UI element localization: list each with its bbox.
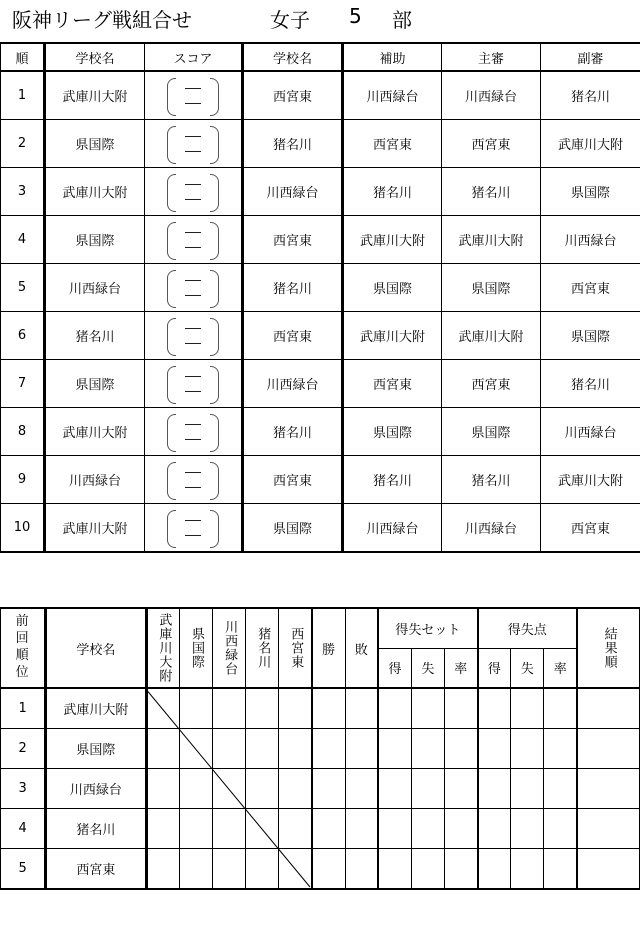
title-part: 部 <box>392 8 412 32</box>
score-dash-bottom <box>185 487 201 488</box>
match-number: 9 <box>1 456 45 504</box>
result-cell <box>179 769 212 809</box>
header-point-gain: 得 <box>478 648 511 688</box>
point-loss-cell <box>511 729 544 769</box>
header-set-group: 得失セット <box>378 608 477 648</box>
header-opponent-5 <box>279 608 312 688</box>
score-dash-top <box>185 376 201 377</box>
standings-row <box>1 688 640 729</box>
result-cell <box>279 809 312 849</box>
schedule-row <box>1 168 640 216</box>
assist-school: 県国際 <box>343 264 442 312</box>
school-b: 西宮東 <box>243 456 343 504</box>
result-cell <box>212 688 245 729</box>
school-b: 西宮東 <box>243 216 343 264</box>
match-number: 7 <box>1 360 45 408</box>
school-name: 武庫川大附 <box>46 688 146 729</box>
result-cell <box>179 849 212 890</box>
score-cell <box>145 312 243 360</box>
score-dash-top <box>185 184 201 185</box>
score-dash-top <box>185 328 201 329</box>
match-number: 8 <box>1 408 45 456</box>
header-school-b: 学校名 <box>243 43 343 71</box>
win-cell <box>312 729 345 769</box>
result-cell <box>146 688 179 729</box>
score-dash-bottom <box>185 343 201 344</box>
header-opponent-2-label: 県国際 <box>189 627 205 669</box>
score-cell <box>145 216 243 264</box>
assist-school: 猪名川 <box>343 168 442 216</box>
header-referee: 主審 <box>442 43 541 71</box>
set-rate-cell <box>444 849 477 890</box>
set-gain-cell <box>378 729 411 769</box>
score-dash-top <box>185 88 201 89</box>
header-result <box>577 608 639 688</box>
score-bracket <box>163 269 223 307</box>
right-bracket-icon <box>210 462 219 500</box>
result-cell <box>279 769 312 809</box>
schedule-row <box>1 312 640 360</box>
final-rank-cell <box>577 769 639 809</box>
score-cell <box>145 504 243 553</box>
set-gain-cell <box>378 688 411 729</box>
result-cell <box>179 809 212 849</box>
schedule-body <box>1 71 640 552</box>
left-bracket-icon <box>167 270 176 308</box>
win-cell <box>312 688 345 729</box>
final-rank-cell <box>577 729 639 769</box>
school-a: 県国際 <box>45 120 145 168</box>
result-cell <box>279 688 312 729</box>
schedule-row <box>1 456 640 504</box>
school-a: 県国際 <box>45 216 145 264</box>
left-bracket-icon <box>167 414 176 452</box>
right-bracket-icon <box>210 78 219 116</box>
standings-body <box>1 688 640 889</box>
assist-school: 武庫川大附 <box>343 312 442 360</box>
match-number: 1 <box>1 71 45 120</box>
right-bracket-icon <box>210 366 219 404</box>
left-bracket-icon <box>167 78 176 116</box>
sub-referee-school: 武庫川大附 <box>541 120 640 168</box>
score-bracket <box>163 221 223 259</box>
header-result-label: 結果順 <box>601 627 617 669</box>
school-b: 猪名川 <box>243 120 343 168</box>
referee-school: 県国際 <box>442 264 541 312</box>
result-cell <box>246 769 279 809</box>
header-opponent-3 <box>212 608 245 688</box>
score-cell <box>145 360 243 408</box>
match-number: 5 <box>1 264 45 312</box>
school-name: 県国際 <box>46 729 146 769</box>
result-cell <box>212 849 245 890</box>
result-cell <box>146 809 179 849</box>
set-loss-cell <box>411 729 444 769</box>
page-title <box>12 4 632 34</box>
header-order: 順 <box>1 43 45 71</box>
prev-rank: 1 <box>1 688 46 729</box>
school-b: 西宮東 <box>243 312 343 360</box>
header-loss: 敗 <box>345 608 378 688</box>
set-gain-cell <box>378 849 411 890</box>
score-cell <box>145 71 243 120</box>
school-b: 県国際 <box>243 504 343 553</box>
prev-rank: 2 <box>1 729 46 769</box>
school-a: 武庫川大附 <box>45 71 145 120</box>
school-b: 西宮東 <box>243 71 343 120</box>
loss-cell <box>345 688 378 729</box>
header-point-group: 得失点 <box>478 608 577 648</box>
score-dash-bottom <box>185 295 201 296</box>
right-bracket-icon <box>210 318 219 356</box>
header-opponent-1 <box>146 608 179 688</box>
schedule-row <box>1 504 640 553</box>
match-number: 3 <box>1 168 45 216</box>
sub-referee-school: 西宮東 <box>541 264 640 312</box>
header-opponent-5-label: 西宮東 <box>288 627 304 669</box>
left-bracket-icon <box>167 318 176 356</box>
schedule-header-row <box>1 43 640 71</box>
right-bracket-icon <box>210 174 219 212</box>
match-number: 10 <box>1 504 45 553</box>
point-gain-cell <box>478 769 511 809</box>
assist-school: 県国際 <box>343 408 442 456</box>
score-cell <box>145 408 243 456</box>
point-rate-cell <box>544 688 577 729</box>
left-bracket-icon <box>167 366 176 404</box>
match-number: 6 <box>1 312 45 360</box>
loss-cell <box>345 809 378 849</box>
schedule-row <box>1 360 640 408</box>
match-schedule-table <box>0 42 640 553</box>
point-loss-cell <box>511 769 544 809</box>
result-cell <box>279 729 312 769</box>
header-opponent-3-label: 川西緑台 <box>222 620 238 676</box>
score-bracket <box>163 317 223 355</box>
set-gain-cell <box>378 769 411 809</box>
left-bracket-icon <box>167 462 176 500</box>
school-name: 西宮東 <box>46 849 146 890</box>
score-bracket <box>163 461 223 499</box>
result-cell <box>279 849 312 890</box>
referee-school: 猪名川 <box>442 168 541 216</box>
result-cell <box>146 849 179 890</box>
school-b: 猪名川 <box>243 408 343 456</box>
header-assist: 補助 <box>343 43 442 71</box>
score-dash-top <box>185 424 201 425</box>
sub-referee-school: 武庫川大附 <box>541 456 640 504</box>
school-a: 県国際 <box>45 360 145 408</box>
school-a: 猪名川 <box>45 312 145 360</box>
sub-referee-school: 県国際 <box>541 312 640 360</box>
score-dash-bottom <box>185 439 201 440</box>
result-cell <box>146 769 179 809</box>
school-name: 川西緑台 <box>46 769 146 809</box>
school-a: 川西緑台 <box>45 264 145 312</box>
standings-header-row-1 <box>1 608 640 648</box>
set-loss-cell <box>411 849 444 890</box>
header-prev-rank-label: 前回順位 <box>15 614 30 680</box>
result-cell <box>179 688 212 729</box>
score-bracket <box>163 413 223 451</box>
win-cell <box>312 769 345 809</box>
referee-school: 県国際 <box>442 408 541 456</box>
set-rate-cell <box>444 809 477 849</box>
score-dash-top <box>185 232 201 233</box>
prev-rank: 5 <box>1 849 46 890</box>
header-score: スコア <box>145 43 243 71</box>
schedule-row <box>1 120 640 168</box>
referee-school: 西宮東 <box>442 360 541 408</box>
header-opponent-1-label: 武庫川大附 <box>156 613 172 683</box>
header-win: 勝 <box>312 608 345 688</box>
final-rank-cell <box>577 849 639 890</box>
referee-school: 武庫川大附 <box>442 216 541 264</box>
score-cell <box>145 264 243 312</box>
left-bracket-icon <box>167 222 176 260</box>
score-dash-top <box>185 472 201 473</box>
assist-school: 西宮東 <box>343 360 442 408</box>
standings-table <box>0 607 640 890</box>
referee-school: 猪名川 <box>442 456 541 504</box>
sub-referee-school: 川西緑台 <box>541 216 640 264</box>
point-gain-cell <box>478 809 511 849</box>
score-bracket <box>163 509 223 547</box>
school-a: 武庫川大附 <box>45 408 145 456</box>
title-main: 阪神リーグ戦組合せ <box>12 8 192 32</box>
prev-rank: 4 <box>1 809 46 849</box>
left-bracket-icon <box>167 126 176 164</box>
school-b: 猪名川 <box>243 264 343 312</box>
left-bracket-icon <box>167 510 176 548</box>
title-division: 女子 <box>270 8 310 32</box>
header-prev-rank <box>1 608 46 688</box>
score-cell <box>145 120 243 168</box>
point-rate-cell <box>544 769 577 809</box>
score-dash-top <box>185 520 201 521</box>
school-a: 川西緑台 <box>45 456 145 504</box>
right-bracket-icon <box>210 414 219 452</box>
standings-row <box>1 849 640 890</box>
loss-cell <box>345 849 378 890</box>
score-dash-top <box>185 136 201 137</box>
assist-school: 川西緑台 <box>343 504 442 553</box>
header-sub-referee: 副審 <box>541 43 640 71</box>
point-loss-cell <box>511 849 544 890</box>
header-school-a: 学校名 <box>45 43 145 71</box>
result-cell <box>246 809 279 849</box>
schedule-row <box>1 71 640 120</box>
score-bracket <box>163 125 223 163</box>
assist-school: 武庫川大附 <box>343 216 442 264</box>
right-bracket-icon <box>210 126 219 164</box>
score-cell <box>145 456 243 504</box>
sub-referee-school: 猪名川 <box>541 360 640 408</box>
score-bracket <box>163 173 223 211</box>
win-cell <box>312 809 345 849</box>
standings-row <box>1 809 640 849</box>
point-gain-cell <box>478 729 511 769</box>
score-dash-bottom <box>185 535 201 536</box>
set-rate-cell <box>444 769 477 809</box>
prev-rank: 3 <box>1 769 46 809</box>
point-loss-cell <box>511 809 544 849</box>
schedule-row <box>1 264 640 312</box>
result-cell <box>246 729 279 769</box>
score-bracket <box>163 365 223 403</box>
sub-referee-school: 猪名川 <box>541 71 640 120</box>
right-bracket-icon <box>210 510 219 548</box>
loss-cell <box>345 769 378 809</box>
score-dash-bottom <box>185 103 201 104</box>
result-cell <box>146 729 179 769</box>
assist-school: 川西緑台 <box>343 71 442 120</box>
left-bracket-icon <box>167 174 176 212</box>
standings-row <box>1 729 640 769</box>
result-cell <box>212 769 245 809</box>
schedule-row <box>1 216 640 264</box>
final-rank-cell <box>577 809 639 849</box>
result-cell <box>212 809 245 849</box>
point-gain-cell <box>478 688 511 729</box>
set-loss-cell <box>411 809 444 849</box>
school-b: 川西緑台 <box>243 168 343 216</box>
set-loss-cell <box>411 688 444 729</box>
point-gain-cell <box>478 849 511 890</box>
header-point-rate: 率 <box>544 648 577 688</box>
match-number: 4 <box>1 216 45 264</box>
score-dash-bottom <box>185 247 201 248</box>
score-bracket <box>163 77 223 115</box>
title-number: 5 <box>349 4 362 28</box>
set-rate-cell <box>444 729 477 769</box>
header-set-rate: 率 <box>444 648 477 688</box>
school-a: 武庫川大附 <box>45 504 145 553</box>
point-loss-cell <box>511 688 544 729</box>
sub-referee-school: 県国際 <box>541 168 640 216</box>
header-school: 学校名 <box>46 608 146 688</box>
point-rate-cell <box>544 729 577 769</box>
score-cell <box>145 168 243 216</box>
school-name: 猪名川 <box>46 809 146 849</box>
referee-school: 川西緑台 <box>442 504 541 553</box>
win-cell <box>312 849 345 890</box>
school-b: 川西緑台 <box>243 360 343 408</box>
score-dash-bottom <box>185 199 201 200</box>
point-rate-cell <box>544 809 577 849</box>
result-cell <box>179 729 212 769</box>
header-set-loss: 失 <box>411 648 444 688</box>
assist-school: 西宮東 <box>343 120 442 168</box>
point-rate-cell <box>544 849 577 890</box>
schedule-row <box>1 408 640 456</box>
header-opponent-4 <box>246 608 279 688</box>
referee-school: 武庫川大附 <box>442 312 541 360</box>
score-dash-bottom <box>185 391 201 392</box>
loss-cell <box>345 729 378 769</box>
score-dash-bottom <box>185 151 201 152</box>
referee-school: 西宮東 <box>442 120 541 168</box>
score-dash-top <box>185 280 201 281</box>
result-cell <box>246 849 279 890</box>
right-bracket-icon <box>210 222 219 260</box>
set-loss-cell <box>411 769 444 809</box>
assist-school: 猪名川 <box>343 456 442 504</box>
referee-school: 川西緑台 <box>442 71 541 120</box>
header-opponent-2 <box>179 608 212 688</box>
header-opponent-4-label: 猪名川 <box>255 627 271 669</box>
result-cell <box>212 729 245 769</box>
final-rank-cell <box>577 688 639 729</box>
set-rate-cell <box>444 688 477 729</box>
standings-row <box>1 769 640 809</box>
right-bracket-icon <box>210 270 219 308</box>
set-gain-cell <box>378 809 411 849</box>
result-cell <box>246 688 279 729</box>
sub-referee-school: 西宮東 <box>541 504 640 553</box>
header-set-gain: 得 <box>378 648 411 688</box>
school-a: 武庫川大附 <box>45 168 145 216</box>
sub-referee-school: 川西緑台 <box>541 408 640 456</box>
match-number: 2 <box>1 120 45 168</box>
header-point-loss: 失 <box>511 648 544 688</box>
